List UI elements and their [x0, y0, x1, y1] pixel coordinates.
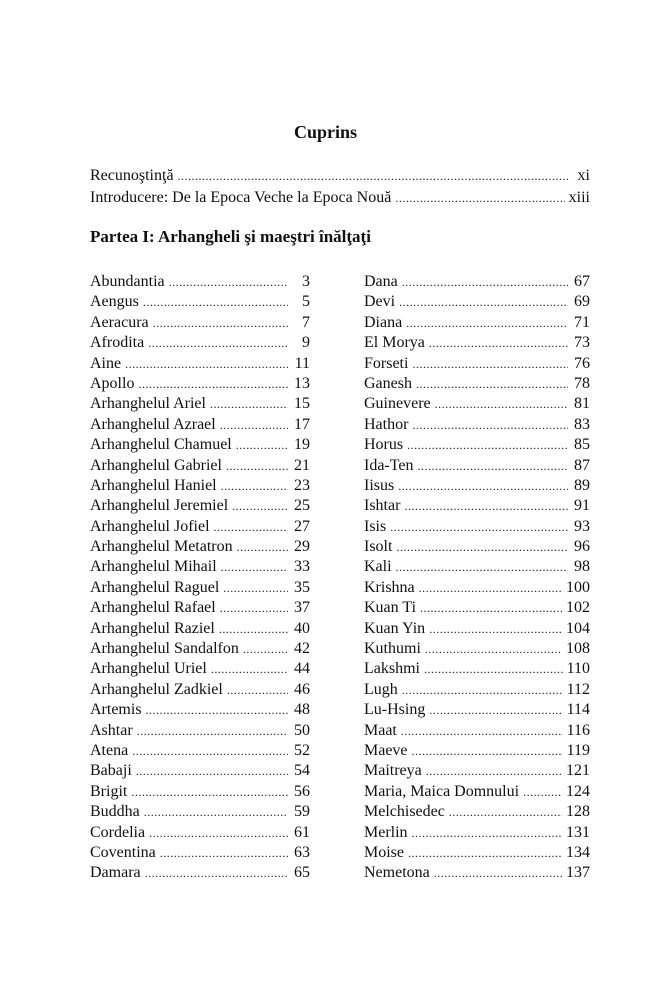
toc-entry-label: Arhanghelul Gabriel — [90, 456, 222, 474]
dot-leader — [425, 639, 562, 659]
dot-leader — [434, 863, 562, 883]
toc-entry-page: 21 — [294, 456, 310, 474]
toc-entry[interactable] — [90, 578, 310, 598]
toc-entry-label: Ida-Ten — [364, 456, 414, 474]
toc-entry[interactable] — [364, 435, 590, 455]
toc-entry[interactable] — [90, 435, 310, 455]
toc-entry-label: Introducere: De la Epoca Veche la Epoca Nouă — [90, 189, 392, 206]
toc-entry-label: Ashtar — [90, 721, 133, 739]
toc-entry-label: Arhanghelul Rafael — [90, 599, 216, 617]
toc-entry-label: Apollo — [90, 374, 135, 392]
toc-entry[interactable] — [90, 415, 310, 435]
toc-entry[interactable] — [90, 619, 310, 639]
toc-entry-label: Ganesh — [364, 374, 412, 392]
dot-leader — [412, 415, 568, 435]
toc-entry-page: 37 — [294, 599, 310, 617]
toc-entry-label: Lu-Hsing — [364, 701, 426, 719]
toc-entry-page: 78 — [574, 374, 590, 392]
toc-entry-page: 114 — [566, 701, 590, 719]
toc-entry[interactable] — [90, 374, 310, 394]
dot-leader — [435, 394, 568, 414]
toc-entry[interactable] — [364, 537, 590, 557]
toc-entry[interactable] — [364, 761, 590, 781]
toc-entry[interactable] — [90, 659, 310, 679]
toc-entry-page: 46 — [294, 680, 310, 698]
toc-right-column — [364, 272, 590, 884]
toc-entry-label: Arhanghelul Metatron — [90, 538, 233, 556]
toc-entry-label: Aengus — [90, 293, 139, 311]
toc-entry-page: 42 — [294, 640, 310, 658]
dot-leader — [406, 313, 568, 333]
toc-entry-label: Guinevere — [364, 395, 431, 413]
toc-entry-label: Coventina — [90, 843, 156, 861]
section-heading: Partea I: Arhangheli şi maeştri înălţaţi — [90, 227, 371, 246]
toc-entry-label: Melchisedec — [364, 803, 445, 821]
toc-entry[interactable] — [364, 659, 590, 679]
toc-entry[interactable] — [90, 782, 310, 802]
toc-entry-page: 19 — [294, 436, 310, 454]
dot-leader — [143, 292, 288, 312]
dot-leader — [412, 354, 568, 374]
toc-entry-page: 50 — [294, 721, 310, 739]
toc-entry-page: 29 — [294, 538, 310, 556]
dot-leader — [390, 517, 568, 537]
dot-leader — [232, 496, 288, 516]
dot-leader — [131, 782, 288, 802]
toc-entry-label: Babaji — [90, 762, 132, 780]
toc-entry-page: 128 — [566, 803, 590, 821]
toc-entry-page: 71 — [574, 313, 590, 331]
toc-entry-page: 73 — [574, 334, 590, 352]
toc-entry-label: Arhanghelul Chamuel — [90, 436, 232, 454]
toc-entry-page: 44 — [294, 660, 310, 678]
toc-entry-label: Lugh — [364, 680, 398, 698]
dot-leader — [136, 761, 288, 781]
dot-leader — [429, 333, 568, 353]
toc-entry-page: 15 — [294, 395, 310, 413]
toc-entry-label: Kuan Ti — [364, 599, 417, 617]
toc-entry-label: Buddha — [90, 803, 140, 821]
toc-entry[interactable] — [90, 333, 310, 353]
dot-leader — [399, 292, 568, 312]
toc-entry-page: 81 — [574, 395, 590, 413]
toc-entry[interactable] — [364, 843, 590, 863]
toc-entry[interactable] — [90, 188, 590, 210]
toc-entry-page: 87 — [574, 456, 590, 474]
toc-entry[interactable] — [364, 578, 590, 598]
toc-entry[interactable] — [364, 782, 590, 802]
dot-leader — [148, 333, 288, 353]
toc-entry[interactable] — [90, 598, 310, 618]
toc-entry-label: Arhanghelul Mihail — [90, 558, 217, 576]
toc-entry-page: 112 — [566, 680, 590, 698]
dot-leader — [211, 659, 288, 679]
toc-entry-label: Ishtar — [364, 497, 401, 515]
dot-leader — [398, 476, 568, 496]
toc-entry[interactable] — [364, 802, 590, 822]
toc-entry[interactable] — [90, 639, 310, 659]
toc-entry-label: Atena — [90, 741, 129, 759]
toc-entry[interactable] — [364, 415, 590, 435]
toc-entry-page: 93 — [574, 517, 590, 535]
dot-leader — [426, 761, 562, 781]
toc-entry-label: Aine — [90, 354, 122, 372]
toc-entry-label: Arhanghelul Uriel — [90, 660, 207, 678]
dot-leader — [149, 823, 288, 843]
dot-leader — [210, 394, 288, 414]
toc-entry[interactable] — [364, 680, 590, 700]
toc-entry-page: 69 — [574, 293, 590, 311]
dot-leader — [419, 578, 562, 598]
dot-leader — [146, 700, 288, 720]
toc-entry[interactable] — [90, 456, 310, 476]
toc-entry-page: 104 — [566, 619, 590, 637]
toc-entry-page: 110 — [566, 660, 590, 678]
dot-leader — [214, 517, 288, 537]
toc-entry-label: Isis — [364, 517, 387, 535]
dot-leader — [144, 802, 288, 822]
dot-leader — [401, 721, 563, 741]
toc-entry-page: 116 — [566, 721, 590, 739]
toc-entry-label: Brigit — [90, 782, 128, 800]
toc-entry[interactable] — [90, 166, 590, 188]
dot-leader — [429, 700, 562, 720]
dot-leader — [418, 456, 568, 476]
dot-leader — [408, 843, 562, 863]
toc-entry-label: Kali — [364, 558, 392, 576]
toc-entry-page: 89 — [574, 476, 590, 494]
toc-entry-label: Artemis — [90, 701, 142, 719]
dot-leader — [221, 476, 288, 496]
toc-entry-page: 7 — [302, 313, 310, 331]
toc-entry[interactable] — [364, 639, 590, 659]
toc-entry-page: 119 — [566, 741, 590, 759]
toc-entry[interactable] — [364, 598, 590, 618]
toc-entry-page: 83 — [574, 415, 590, 433]
dot-leader — [138, 374, 288, 394]
page-title: Cuprins — [293, 122, 358, 142]
toc-entry[interactable] — [90, 272, 310, 292]
dot-leader — [396, 537, 568, 557]
toc-entry-page: 13 — [294, 374, 310, 392]
toc-entry[interactable] — [364, 354, 590, 374]
dot-leader — [402, 680, 563, 700]
toc-entry[interactable] — [364, 557, 590, 577]
dot-leader — [407, 435, 568, 455]
toc-entry-page: 67 — [574, 273, 590, 290]
toc-entry-label: Iisus — [364, 476, 395, 494]
toc-entry[interactable] — [364, 374, 590, 394]
dot-leader — [404, 496, 568, 516]
dot-leader — [237, 537, 288, 557]
dot-leader — [219, 619, 288, 639]
toc-entry-page: xiii — [568, 189, 590, 206]
toc-entry[interactable] — [364, 863, 590, 883]
toc-entry-label: Dana — [364, 273, 398, 290]
toc-entry-label: Arhanghelul Ariel — [90, 395, 206, 413]
toc-entry-label: Arhanghelul Sandalfon — [90, 640, 239, 658]
toc-entry-label: Hathor — [364, 415, 409, 433]
dot-leader — [395, 188, 564, 208]
toc-entry-label: Maeve — [364, 741, 408, 759]
toc-entry[interactable] — [90, 823, 310, 843]
toc-entry-label: Cordelia — [90, 823, 146, 841]
toc-entry-page: 52 — [294, 741, 310, 759]
toc-entry-label: Arhanghelul Raguel — [90, 578, 220, 596]
toc-entry-page: 85 — [574, 436, 590, 454]
toc-entry[interactable] — [364, 619, 590, 639]
toc-entry-page: 137 — [566, 864, 590, 882]
dot-leader — [236, 435, 288, 455]
toc-entry[interactable] — [364, 333, 590, 353]
toc-entry[interactable] — [364, 517, 590, 537]
toc-entry[interactable] — [90, 313, 310, 333]
dot-leader — [412, 823, 562, 843]
toc-entry-page: 56 — [294, 782, 310, 800]
toc-entry-label: Nemetona — [364, 864, 430, 882]
toc-entry-label: Diana — [364, 313, 403, 331]
dot-leader — [160, 843, 288, 863]
toc-entry-page: 3 — [302, 273, 310, 290]
toc-entry[interactable] — [364, 823, 590, 843]
toc-entry-page: xi — [577, 167, 590, 184]
toc-entry-label: Krishna — [364, 578, 415, 596]
dot-leader — [153, 313, 288, 333]
toc-entry[interactable] — [90, 476, 310, 496]
toc-entry-page: 54 — [294, 762, 310, 780]
toc-entry[interactable] — [364, 721, 590, 741]
toc-entry-page: 5 — [302, 293, 310, 311]
toc-entry-label: Arhanghelul Azrael — [90, 415, 216, 433]
toc-left-column — [90, 272, 310, 884]
toc-entry[interactable] — [364, 456, 590, 476]
toc-entry-page: 35 — [294, 578, 310, 596]
toc-entry-page: 134 — [566, 843, 590, 861]
dot-leader — [220, 598, 288, 618]
toc-entry-label: Abundantia — [90, 273, 165, 290]
toc-entry-label: Devi — [364, 293, 396, 311]
toc-entry[interactable] — [90, 496, 310, 516]
dot-leader — [523, 782, 562, 802]
toc-entry-label: Afrodita — [90, 334, 145, 352]
toc-entry-label: El Morya — [364, 334, 425, 352]
toc-entry[interactable] — [90, 761, 310, 781]
toc-entry-label: Aeracura — [90, 313, 149, 331]
toc-entry-page: 131 — [566, 823, 590, 841]
toc-entry-page: 27 — [294, 517, 310, 535]
toc-entry-page: 9 — [302, 334, 310, 352]
toc-entry-label: Arhanghelul Zadkiel — [90, 680, 223, 698]
dot-leader — [449, 802, 562, 822]
toc-entry-label: Isolt — [364, 538, 393, 556]
toc-entry[interactable] — [90, 394, 310, 414]
toc-entry-label: Maat — [364, 721, 397, 739]
toc-entry-page: 11 — [294, 354, 310, 372]
toc-entry-page: 17 — [294, 415, 310, 433]
toc-entry-label: Forseti — [364, 354, 409, 372]
dot-leader — [429, 619, 562, 639]
toc-entry-label: Kuan Yin — [364, 619, 426, 637]
toc-entry[interactable] — [364, 272, 590, 292]
dot-leader — [416, 374, 568, 394]
toc-entry[interactable] — [90, 354, 310, 374]
toc-entry-page: 59 — [294, 803, 310, 821]
front-matter-list — [90, 166, 590, 210]
toc-entry-page: 76 — [574, 354, 590, 372]
toc-entry-page: 108 — [566, 640, 590, 658]
dot-leader — [226, 456, 288, 476]
toc-entry[interactable] — [90, 741, 310, 761]
dot-leader — [220, 415, 288, 435]
toc-entry-page: 124 — [566, 782, 590, 800]
dot-leader — [137, 721, 288, 741]
toc-entry[interactable] — [90, 292, 310, 312]
toc-entry[interactable] — [90, 802, 310, 822]
dot-leader — [125, 354, 288, 374]
toc-entry[interactable] — [364, 394, 590, 414]
toc-entry-label: Arhanghelul Jeremiel — [90, 497, 229, 515]
toc-entry-page: 102 — [566, 599, 590, 617]
dot-leader — [227, 680, 288, 700]
toc-entry-page: 91 — [574, 497, 590, 515]
dot-leader — [424, 659, 563, 679]
toc-entry-label: Maria, Maica Domnului — [364, 782, 520, 800]
toc-entry-page: 96 — [574, 538, 590, 556]
toc-entry-page: 63 — [294, 843, 310, 861]
toc-entry-page: 98 — [574, 558, 590, 576]
toc-entry-label: Damara — [90, 864, 141, 882]
toc-entry-label: Arhanghelul Haniel — [90, 476, 217, 494]
toc-entry-label: Merlin — [364, 823, 408, 841]
toc-entry[interactable] — [364, 313, 590, 333]
toc-entry[interactable] — [90, 517, 310, 537]
toc-entry-label: Arhanghelul Jofiel — [90, 517, 210, 535]
toc-entry[interactable] — [364, 292, 590, 312]
toc-entry-label: Maitreya — [364, 762, 422, 780]
toc-entry[interactable] — [364, 741, 590, 761]
dot-leader — [396, 557, 568, 577]
dot-leader — [412, 741, 563, 761]
toc-entry-label: Arhanghelul Raziel — [90, 619, 215, 637]
toc-entry-label: Horus — [364, 436, 404, 454]
toc-entry-page: 61 — [294, 823, 310, 841]
toc-entry-page: 40 — [294, 619, 310, 637]
dot-leader — [145, 863, 288, 883]
toc-entry-label: Moise — [364, 843, 404, 861]
toc-entry[interactable] — [90, 680, 310, 700]
toc-entry-page: 23 — [294, 476, 310, 494]
toc-entry-page: 33 — [294, 558, 310, 576]
dot-leader — [169, 272, 288, 292]
toc-entry[interactable] — [90, 700, 310, 720]
toc-entry-page: 25 — [294, 497, 310, 515]
dot-leader — [243, 639, 288, 659]
dot-leader — [178, 166, 568, 186]
toc-entry-page: 48 — [294, 701, 310, 719]
toc-entry[interactable] — [364, 476, 590, 496]
toc-entry-page: 100 — [566, 578, 590, 596]
toc-entry[interactable] — [364, 496, 590, 516]
dot-leader — [420, 598, 562, 618]
toc-entry-page: 121 — [566, 762, 590, 780]
toc-entry[interactable] — [364, 700, 590, 720]
toc-entry-label: Lakshmi — [364, 660, 420, 678]
toc-entry-label: Kuthumi — [364, 640, 421, 658]
toc-entry[interactable] — [90, 537, 310, 557]
dot-leader — [402, 272, 568, 292]
toc-entry-label: Recunoştinţă — [90, 167, 174, 184]
toc-entry[interactable] — [90, 557, 310, 577]
toc-entry[interactable] — [90, 863, 310, 883]
toc-entry-page: 65 — [294, 864, 310, 882]
dot-leader — [223, 578, 288, 598]
dot-leader — [132, 741, 288, 761]
toc-entry[interactable] — [90, 843, 310, 863]
dot-leader — [221, 557, 288, 577]
toc-entry[interactable] — [90, 721, 310, 741]
